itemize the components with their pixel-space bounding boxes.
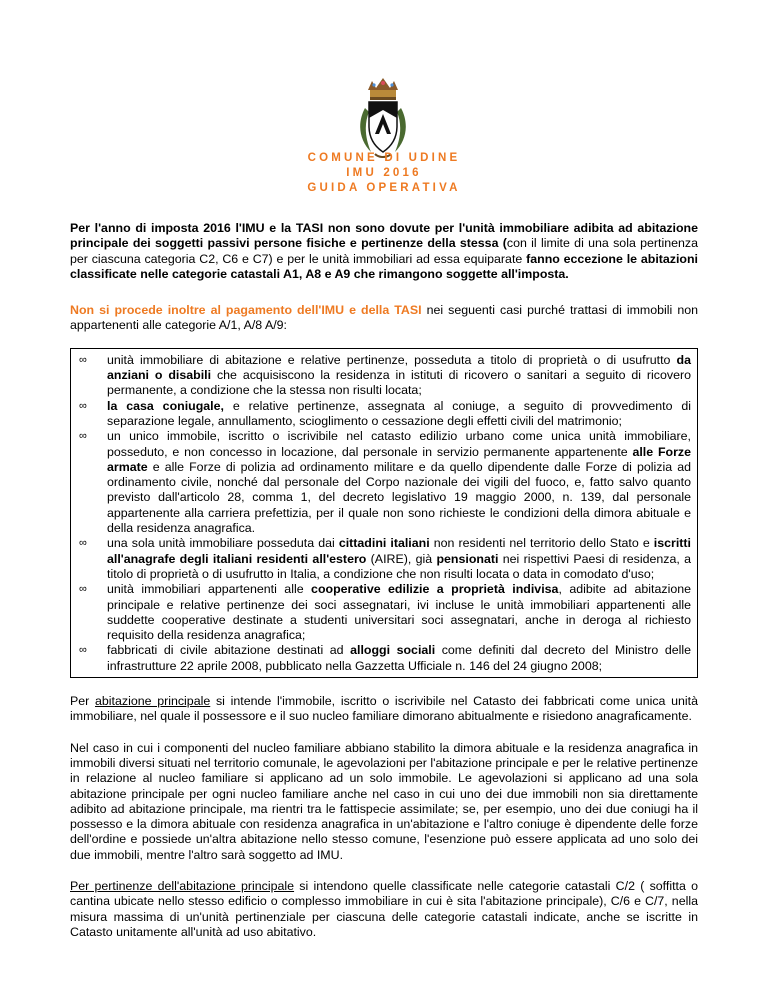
pertinenze-rest: si intendono quelle classificate nelle categorie catastali C/2 ( soffitta o cantina ubicate nello stesso edificio o complesso immobiliare in cui è sita l'abitazione principale), C/6 e C/7, nella misura massima di un'unità pertinenziale per ciascuna delle categorie catastali indicate, anche se iscritte in Catasto unitamente all'unità ad uso abitativo.: [70, 878, 698, 939]
list-item: [77, 399, 691, 430]
item-text: fabbricati di civile abitazione destinati ad: [107, 643, 351, 658]
item-bold: alle Forze armate: [107, 444, 691, 474]
city-coat-of-arms-icon: [355, 78, 411, 160]
item-text: e relative pertinenze, assegnata al coniuge, a seguito di provvedimento di separazione legale, annullamento, scioglimento o cessazione degli effetti civili del matrimonio;: [107, 398, 691, 428]
intro-bold-1: Per l'anno di imposta 2016 l'IMU e la TASI non sono dovute per l'unità immobiliare adibita ad abitazione principale dei soggetti passivi persone fisiche e pertinenze della stessa (: [70, 221, 698, 251]
list-item: [77, 429, 691, 536]
intro-paragraph: [70, 221, 698, 282]
list-item: [77, 582, 691, 643]
abitazione-prefix: Per: [70, 694, 95, 709]
item-text: una sola unità immobiliare posseduta dai: [107, 536, 339, 551]
exclusion-paragraph: [70, 303, 698, 334]
nucleo-paragraph: Nel caso in cui i componenti del nucleo familiare abbiano stabilito la dimora abituale e la residenza anagrafica in immobili diversi situati nel territorio comunale, le agevolazioni per l'abitazione principale e per le relative pertinenze in relazione al nucleo familiare si applicano ad un solo immobile. Le agevolazioni si applicano ad una sola abitazione principale per ogni nucleo familiare anche nel caso in cui uno dei due immobili non sia direttamente adibito ad abitazione principale, ma rientri tra le fattispecie assimilate; se, per esempio, uno dei due coniugi ha il possesso e la dimora abituale con residenza anagrafica in un'abitazione e l'altro coniuge è dipendente delle forze dell'ordine e possiede un'altra abitazione nello stesso comune, l'esenzione può essere applicata ad uno solo dei due immobili, mentre l'altro sarà soggetto ad IMU.: [70, 740, 698, 862]
item-text: un unico immobile, iscritto o iscrivibile nel catasto edilizio urbano come unica unità immobiliare, posseduto, e non concesso in locazione, dal personale in servizio permanente appartenente: [107, 429, 691, 459]
item-text: e alle Forze di polizia ad ordinamento militare e da quello dipendente dalle Forze di polizia ad ordinamento civile, nonché dal personale del Corpo nazionale dei vigili del fuoco, e, fatto salvo quanto previsto dall'articolo 28, comma 1, del decreto legislativo 19 maggio 2000, n. 139, dal personale appartenente alla carriera prefettizia, per il quale non sono richieste le condizioni della dimora abituale e della residenza anagrafica.: [107, 459, 691, 536]
list-item: [77, 353, 691, 399]
exclusion-highlight: Non si procede inoltre al pagamento dell'IMU e della TASI: [70, 303, 422, 318]
bullet-icon: ∞: [79, 644, 87, 657]
abitazione-paragraph: [70, 694, 698, 725]
item-bold: pensionati: [436, 551, 499, 566]
title-line-2: IMU 2016: [346, 167, 422, 179]
title-line-1: COMUNE DI UDINE: [307, 152, 461, 164]
item-text: (AIRE), già: [366, 551, 437, 566]
item-text: unità immobiliare di abitazione e relative pertinenze, posseduta a titolo di proprietà o di usufrutto: [107, 352, 677, 367]
item-text: che acquisiscono la residenza in istituti di ricovero o sanitari a seguito di ricovero permanente, a condizione che la stessa non risulti locata;: [107, 368, 691, 398]
exemptions-box: [70, 348, 698, 678]
item-bold: la casa coniugale,: [107, 398, 224, 413]
bullet-icon: ∞: [79, 537, 87, 550]
title-line-3: GUIDA OPERATIVA: [307, 182, 461, 194]
abitazione-term: abitazione principale: [95, 694, 211, 709]
list-item: [77, 643, 691, 674]
bullet-icon: ∞: [79, 399, 87, 412]
item-bold: da anziani o disabili: [107, 352, 691, 383]
item-bold: cittadini italiani: [338, 536, 430, 551]
list-item: [77, 536, 691, 582]
item-bold: iscritti all'anagrafe degli italiani residenti all'estero: [107, 536, 691, 566]
item-text: come definiti dal decreto del Ministro delle infrastrutture 22 aprile 2008, pubblicato nella Gazzetta Ufficiale n. 146 del 24 giugno 2008;: [107, 643, 692, 673]
item-text: nei rispettivi Paesi di residenza, a titolo di proprietà o di usufrutto in Italia, a condizione che non risulti locata o data in comodato d'uso;: [107, 551, 691, 581]
abitazione-rest: si intende l'immobile, iscritto o iscrivibile nel Catasto dei fabbricati come unica unità immobiliare, nel quale il possessore e il suo nucleo familiare dimorano abitualmente e risiedono anagraficamente.: [70, 694, 699, 724]
bullet-icon: ∞: [79, 583, 87, 596]
item-text: non residenti nel territorio dello Stato e: [429, 536, 654, 551]
exclusion-rest: nei seguenti casi purché trattasi di immobili non appartenenti alle categorie A/1, A/8 A/9:: [70, 303, 698, 333]
document-title: [0, 151, 768, 196]
bullet-icon: ∞: [79, 430, 87, 443]
pertinenze-term: Per pertinenze dell'abitazione principale: [70, 878, 295, 893]
pertinenze-paragraph: [70, 879, 698, 940]
item-bold: cooperative edilizie a proprietà indivisa: [311, 582, 559, 597]
exemptions-list: [77, 353, 691, 674]
item-text: , adibite ad abitazione principale e relative pertinenze dei soci assegnatari, ivi incluse le unità immobiliari appartenenti alle suddette cooperative destinate a studenti universitari soci assegnatari, anche in deroga al richiesto requisito della residenza anagrafica;: [107, 582, 692, 643]
item-bold: alloggi sociali: [350, 643, 436, 658]
intro-normal: con il limite di una sola pertinenza per ciascuna categoria C2, C6 e C7) e per le unità immobiliari ad essa equiparate: [70, 236, 698, 266]
intro-bold-2: fanno eccezione le abitazioni classificate nelle categorie catastali A1, A8 e A9 che rimangono soggette all'imposta.: [70, 251, 698, 281]
bullet-icon: ∞: [79, 353, 87, 366]
main-content: [70, 221, 698, 940]
item-text: unità immobiliari appartenenti alle: [107, 582, 312, 597]
